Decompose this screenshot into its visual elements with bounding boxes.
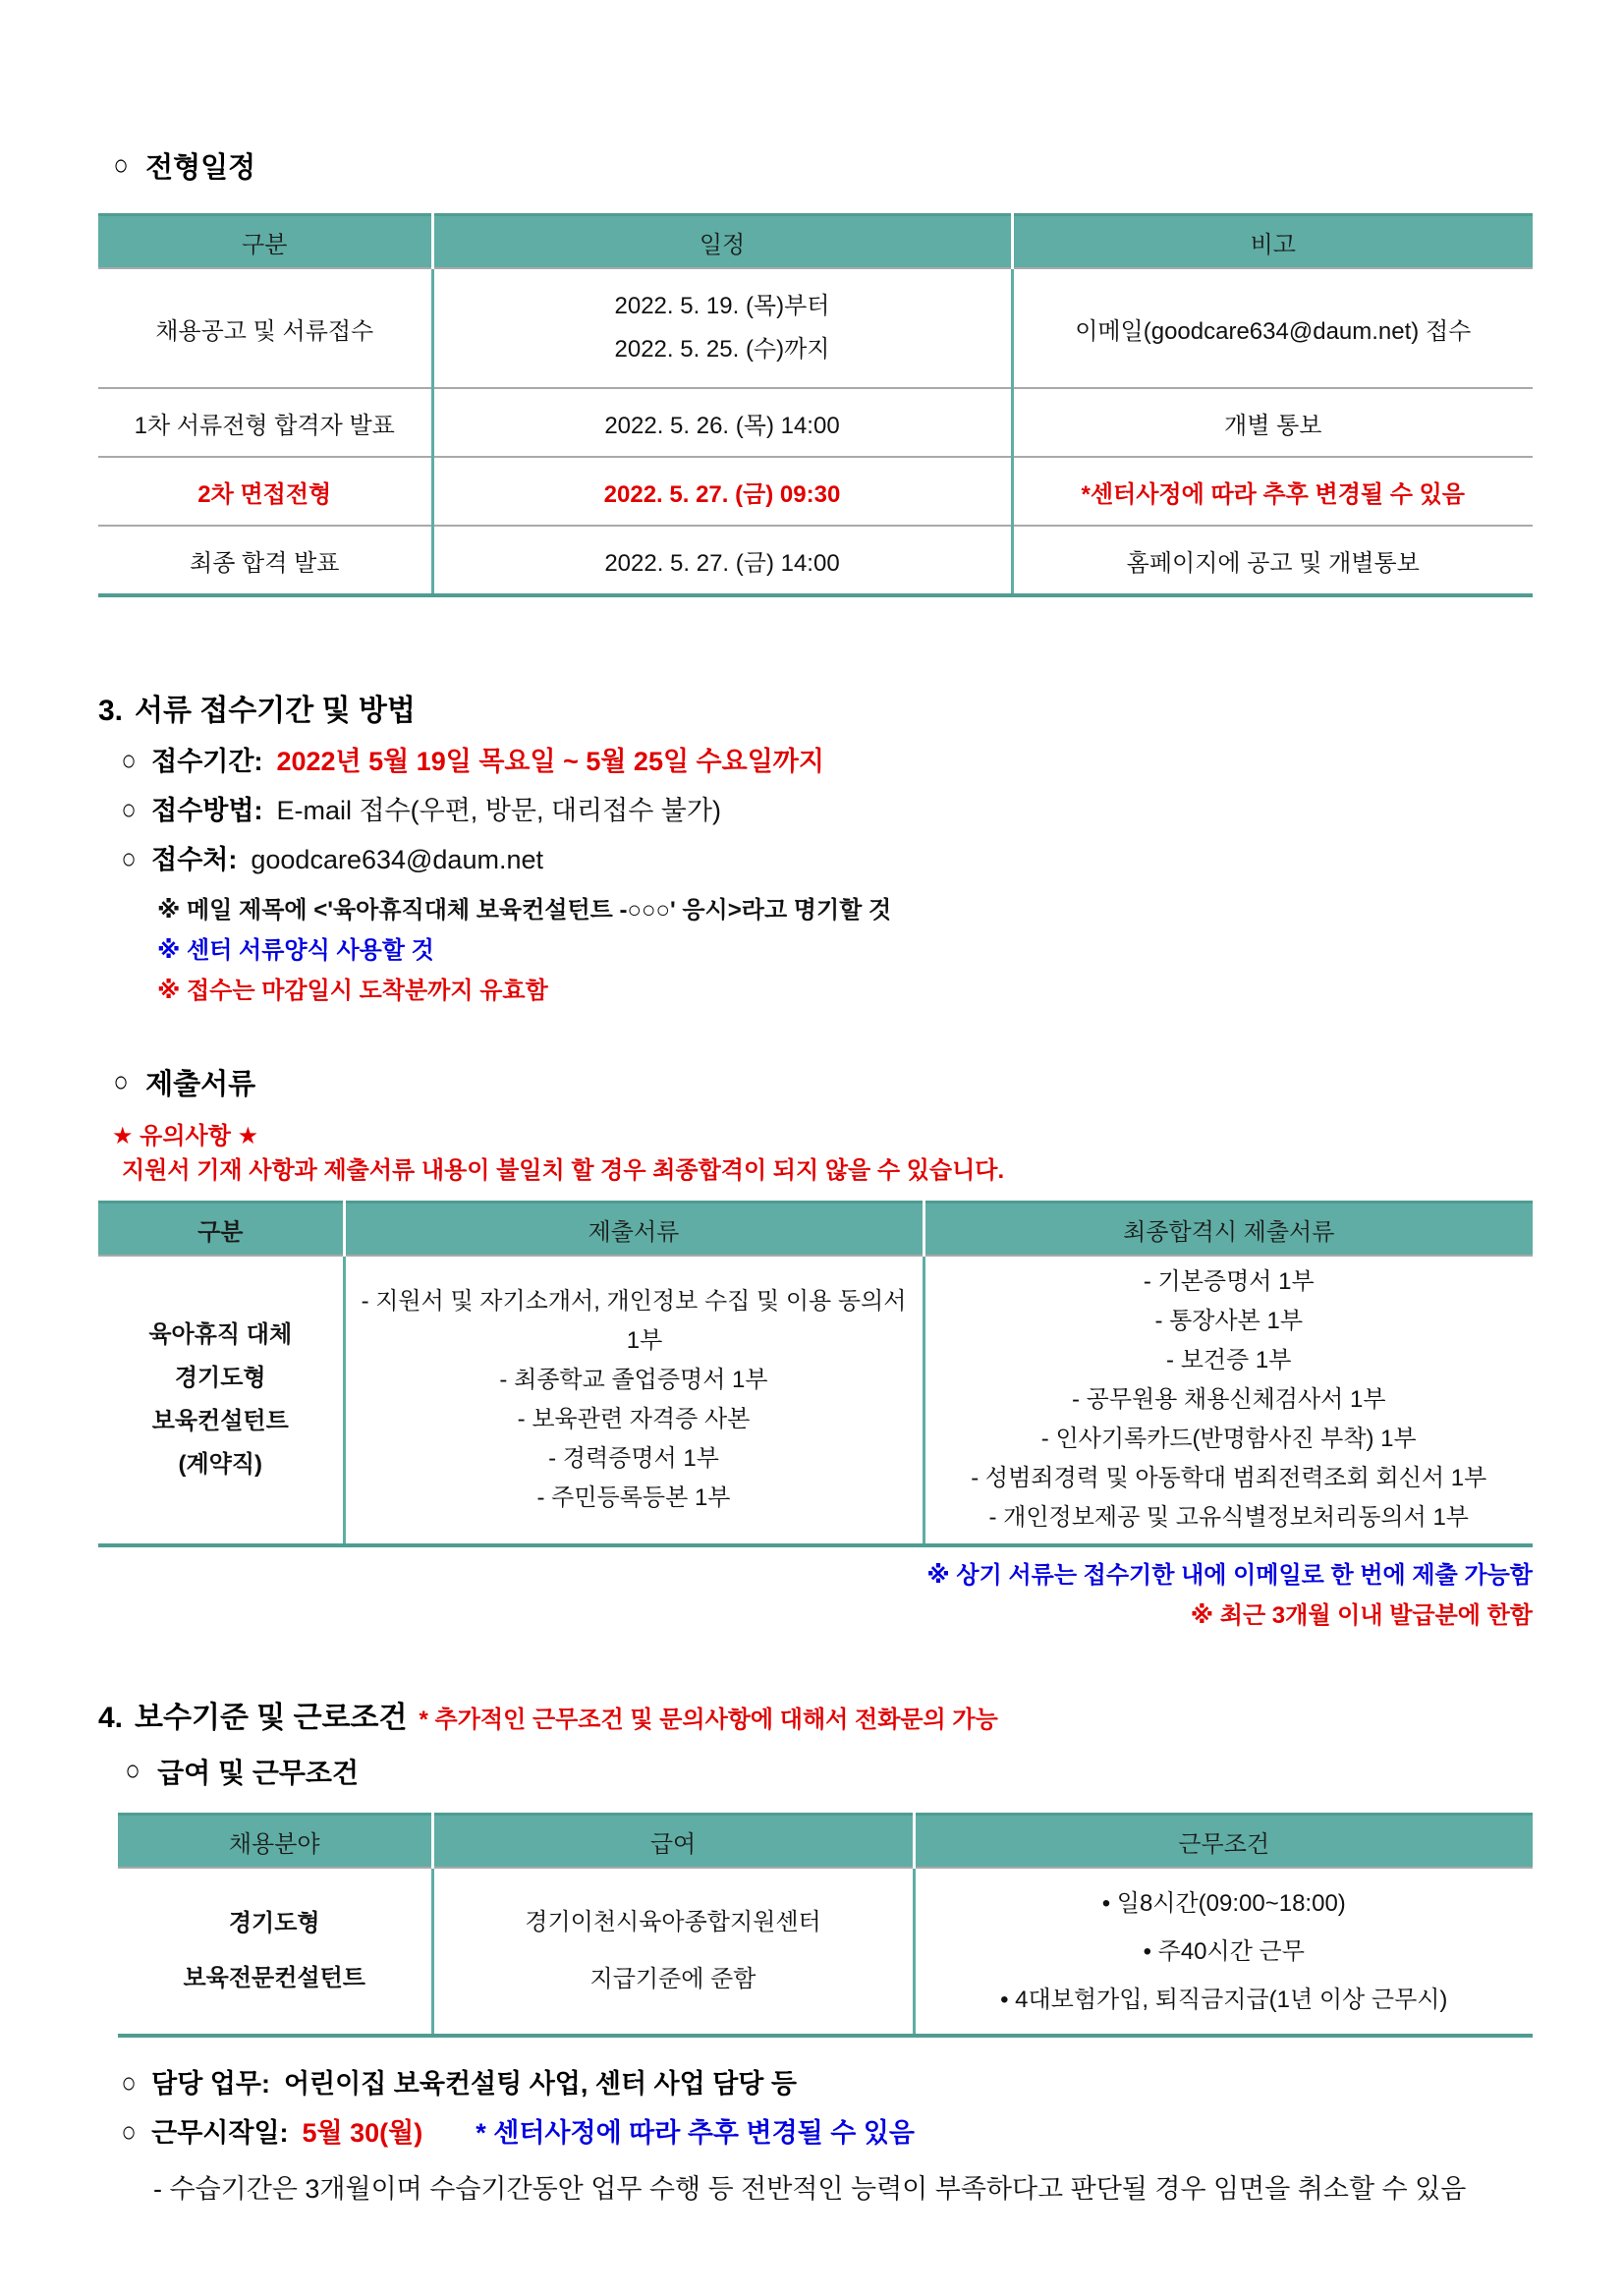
list-item: - 통장사본 1부 (1154, 1308, 1304, 1334)
field-line: 보육전문컨설턴트 (183, 1965, 365, 1991)
table-row (98, 388, 1533, 457)
mail-subject-note: ※ 메일 제목에 <'육아휴직대체 보육컨설턴트 -○○○' 응시>라고 명기할 것 (157, 897, 892, 924)
final-documents-cell (924, 1256, 1533, 1545)
schedule-r3-category: 2차 면접전형 (98, 457, 432, 526)
circle-bullet-icon: ○ (125, 1755, 140, 1787)
pay-salary-cell (432, 1868, 914, 2036)
list-item: - 공무원용 채용신체검사서 1부 (1071, 1386, 1386, 1413)
section4-title-note: * 추가적인 근무조건 및 문의사항에 대해서 전화문의 가능 (419, 1707, 998, 1733)
list-item: - 최종학교 졸업증명서 1부 (499, 1367, 768, 1393)
schedule-section-title (112, 145, 1533, 186)
pay-header-field: 채용분야 (118, 1815, 432, 1869)
schedule-r2-date: 2022. 5. 26. (목) 14:00 (432, 388, 1012, 457)
start-date-line (120, 2108, 1533, 2157)
pay-table (118, 1813, 1533, 2038)
center-form-note: ※ 센터 서류양식 사용할 것 (157, 937, 434, 964)
schedule-r1-note: 이메일(goodcare634@daum.net) 접수 (1012, 268, 1533, 388)
list-item: • 주40시간 근무 (1143, 1937, 1305, 1965)
schedule-r3-note: *센터사정에 따라 추후 변경될 수 있음 (1012, 457, 1533, 526)
list-item: - 보육관련 자격증 사본 (517, 1406, 751, 1432)
receipt-address-label: 접수처: (151, 845, 238, 874)
receipt-method-label: 접수방법: (151, 796, 263, 825)
table-row (98, 526, 1533, 595)
pay-conditions-cell (914, 1868, 1533, 2036)
field-line: 경기도형 (228, 1910, 320, 1936)
start-date-note: * 센터사정에 따라 추후 변경될 수 있음 (476, 2118, 915, 2148)
schedule-r1-date-line2: 2022. 5. 25. (수)까지 (614, 336, 830, 363)
circle-bullet-icon: ○ (121, 2116, 137, 2149)
schedule-r4-date: 2022. 5. 27. (금) 14:00 (432, 526, 1012, 595)
schedule-r2-note: 개별 통보 (1012, 388, 1533, 457)
start-date-label: 근무시작일: (151, 2118, 289, 2148)
circle-bullet-icon: ○ (121, 794, 137, 826)
schedule-r3-date: 2022. 5. 27. (금) 09:30 (432, 457, 1012, 526)
probation-paragraph: - 수습기간은 3개월이며 수습기간동안 업무 수행 등 전반적인 능력이 부족하다고 판단될 경우 임면을 취소할 수 있음 (153, 2174, 1467, 2204)
table-row (98, 268, 1533, 388)
receipt-period-line (120, 737, 1533, 786)
section4-title-text: 보수기준 및 근로조건 (135, 1702, 408, 1734)
list-item: - 보건증 1부 (1166, 1347, 1292, 1373)
section3-number: 3. (98, 695, 124, 727)
receipt-address-value: goodcare634@daum.net (251, 845, 543, 874)
pay-header-conditions: 근무조건 (914, 1815, 1533, 1869)
duty-label: 담당 업무: (151, 2069, 270, 2099)
documents-table (98, 1201, 1533, 1547)
receipt-period-label: 접수기간: (151, 747, 263, 776)
salary-line: 지급기준에 준함 (589, 1966, 756, 1992)
table-row (98, 1256, 1533, 1545)
schedule-r1-category: 채용공고 및 서류접수 (98, 268, 432, 388)
schedule-r4-note: 홈페이지에 공고 및 개별통보 (1012, 526, 1533, 595)
list-item: - 인사기록카드(반명함사진 부착) 1부 (1040, 1426, 1417, 1452)
documents-header-row (98, 1203, 1533, 1257)
salary-line: 경기이천시육아종합지원센터 (525, 1909, 821, 1935)
caution-title: ★ 유의사항 ★ (112, 1123, 259, 1149)
section4-number: 4. (98, 1702, 124, 1734)
pay-header-row (118, 1815, 1533, 1869)
documents-title-text: 제출서류 (145, 1069, 256, 1100)
schedule-r1-date (432, 268, 1012, 388)
list-item: • 일8시간(09:00~18:00) (1101, 1889, 1346, 1917)
category-line: (계약직) (178, 1451, 263, 1478)
schedule-header-row (98, 215, 1533, 269)
submit-documents-cell (344, 1256, 924, 1545)
table-row-highlighted (98, 457, 1533, 526)
pay-header-salary: 급여 (432, 1815, 914, 1869)
pay-conditions-text: 급여 및 근무조건 (157, 1758, 360, 1788)
section3-title (98, 686, 1533, 729)
list-item: - 개인정보제공 및 고유식별정보처리동의서 1부 (988, 1504, 1469, 1531)
category-line: 육아휴직 대체 (148, 1321, 293, 1348)
documents-header-category: 구분 (98, 1203, 344, 1257)
caution-body: 지원서 기재 사항과 제출서류 내용이 불일치 할 경우 최종합격이 되지 않을 수 있습니다. (122, 1157, 1005, 1184)
schedule-title-text: 전형일정 (145, 152, 256, 184)
pay-field-cell (118, 1868, 432, 2036)
list-item: - 기본증명서 1부 (1143, 1268, 1315, 1295)
schedule-r1-date-line1: 2022. 5. 19. (목)부터 (614, 293, 830, 319)
duty-value: 어린이집 보육컨설팅 사업, 센터 사업 담당 등 (283, 2069, 797, 2099)
pay-conditions-subtitle (124, 1752, 1533, 1791)
section4-title (98, 1693, 1533, 1736)
schedule-header-date: 일정 (432, 215, 1012, 269)
schedule-r2-category: 1차 서류전형 합격자 발표 (98, 388, 432, 457)
deadline-note: ※ 접수는 마감일시 도착분까지 유효함 (157, 978, 548, 1004)
documents-header-submit: 제출서류 (344, 1203, 924, 1257)
circle-bullet-icon: ○ (121, 843, 137, 875)
category-line: 보육컨설턴트 (151, 1408, 289, 1434)
list-item: - 지원서 및 자기소개서, 개인정보 수집 및 이용 동의서 1부 (361, 1288, 907, 1354)
receipt-method-line (120, 786, 1533, 835)
documents-category-cell (98, 1256, 344, 1545)
table-row (118, 1868, 1533, 2036)
schedule-header-category: 구분 (98, 215, 432, 269)
circle-bullet-icon: ○ (113, 148, 129, 182)
section3-title-text: 서류 접수기간 및 방법 (135, 695, 416, 727)
circle-bullet-icon: ○ (121, 2067, 137, 2100)
three-months-note: ※ 최근 3개월 이내 발급분에 한함 (1190, 1602, 1533, 1629)
list-item: - 경력증명서 1부 (548, 1445, 719, 1472)
schedule-table (98, 213, 1533, 597)
receipt-method-value: E-mail 접수(우편, 방문, 대리접수 불가) (276, 796, 721, 825)
list-item: - 성범죄경력 및 아동학대 범죄전력조회 회신서 1부 (971, 1465, 1487, 1491)
one-email-note: ※ 상기 서류는 접수기한 내에 이메일로 한 번에 제출 가능함 (926, 1562, 1533, 1589)
category-line: 경기도형 (174, 1365, 266, 1391)
duty-line (120, 2059, 1533, 2108)
list-item: - 주민등록등본 1부 (536, 1484, 731, 1511)
list-item: • 4대보험가입, 퇴직금지급(1년 이상 근무시) (1000, 1986, 1448, 2013)
schedule-header-note: 비고 (1012, 215, 1533, 269)
circle-bullet-icon: ○ (121, 745, 137, 777)
documents-section-title (112, 1062, 1533, 1102)
receipt-address-line (120, 835, 1533, 884)
schedule-r4-category: 최종 합격 발표 (98, 526, 432, 595)
circle-bullet-icon: ○ (113, 1065, 129, 1098)
start-date-value: 5월 30(월) (302, 2118, 423, 2148)
receipt-period-value: 2022년 5월 19일 목요일 ~ 5월 25일 수요일까지 (276, 747, 824, 776)
documents-header-final: 최종합격시 제출서류 (924, 1203, 1533, 1257)
